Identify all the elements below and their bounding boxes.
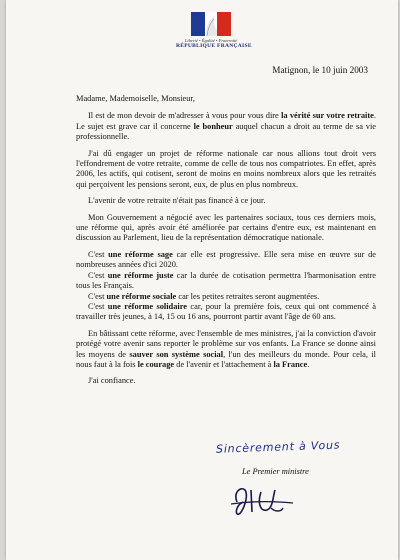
letter-page bbox=[6, 0, 398, 560]
p8-text-c: car, pour la première fois, ceux qui ont commencé à travailler très jeunes, à 14, 15 ou 16 ans, pourront partir avant l'âge de 60 ans. bbox=[76, 301, 376, 322]
letter-body bbox=[76, 94, 376, 393]
paragraph-wise-reform bbox=[76, 250, 376, 271]
p9-text-g: . bbox=[307, 359, 310, 369]
p6-text-a: C'est bbox=[88, 270, 108, 280]
closing-line: J'ai confiance. bbox=[88, 376, 136, 386]
handwritten-closing: Sincèrement à Vous bbox=[215, 438, 341, 456]
paragraph-intro bbox=[76, 111, 376, 142]
p9-text-a: En bâtissant cette réforme, avec l'ensemble de mes ministres, j'ai la conviction d'avoir protégé votre avenir sans reporter le problème sur vos enfants. La France se donne ainsi les moyens de bbox=[76, 328, 376, 359]
paragraph-conclusion bbox=[76, 329, 376, 371]
paragraph-reform-need: J'ai dû engager un projet de réforme nationale car nous allions tout droit vers l'effondrement de votre retraite, comme de celle de tous nos compatriotes. En effet, après 2006, les actifs, qui cotisent, seront de moins en moins nombreux alors que les retraités qui perçoivent les pensions seront, eux, de plus en plus nombreux. bbox=[76, 148, 376, 189]
paragraph-fair-reform bbox=[76, 271, 376, 292]
signature-block bbox=[216, 440, 376, 523]
paragraph-social-reform bbox=[76, 292, 376, 302]
dateline: Matignon, le 10 juin 2003 bbox=[272, 65, 368, 75]
republic-name: RÉPUBLIQUE FRANÇAISE bbox=[176, 43, 252, 49]
p9-bold-courage: le courage bbox=[137, 359, 175, 369]
p1-bold-truth: la vérité sur votre retraite bbox=[281, 111, 374, 121]
marianne-flag-logo bbox=[191, 12, 231, 36]
p8-text-a: C'est bbox=[88, 301, 108, 311]
handwritten-signature bbox=[231, 482, 321, 518]
p1-text-e: auquel chacun a droit au terme de sa vie professionnelle. bbox=[76, 121, 376, 142]
p6-bold: une réforme juste bbox=[107, 270, 174, 280]
p9-bold-social-system: sauver son système social bbox=[129, 349, 224, 359]
p7-bold: une réforme sociale bbox=[106, 291, 177, 301]
paragraph-negotiation: Mon Gouvernement a négocié avec les partenaires sociaux, tous ces derniers mois, une réforme qui, après avoir été améliorée par certains d'entre eux, est maintenant en discussion au Parlement, lieu de la représentation démocratique nationale. bbox=[76, 212, 376, 243]
p1-text-a: Il est de mon devoir de m'adresser à vous pour vous dire bbox=[88, 111, 282, 121]
p5-text-c: car elle est progressive. Elle sera mise en œuvre sur de nombreuses années d'ici 2020. bbox=[76, 249, 376, 270]
p8-bold: une réforme solidaire bbox=[107, 301, 188, 311]
p6-text-c: car la durée de cotisation permettra l'harmonisation entre tous les Français. bbox=[76, 270, 376, 291]
p5-bold: une réforme sage bbox=[108, 249, 173, 259]
p5-text-a: C'est bbox=[88, 249, 109, 259]
p9-text-c: , l'un des meilleurs du monde. Pour cela, il nous faut à la fois bbox=[76, 349, 376, 369]
paragraph-unfunded: L'avenir de votre retraite n'était pas financé à ce jour. bbox=[88, 196, 266, 206]
paragraph-solidarity-reform bbox=[76, 302, 376, 323]
letterhead bbox=[176, 12, 252, 49]
signer-title: Le Premier ministre bbox=[242, 467, 309, 476]
p9-text-e: de l'avenir et l'attachement à bbox=[174, 359, 274, 369]
p1-text-c: . Le sujet est grave car il concerne bbox=[76, 111, 376, 131]
p9-bold-france: la France bbox=[273, 359, 308, 369]
p1-bold-happiness: le bonheur bbox=[193, 121, 233, 131]
republic-motto: Liberté • Égalité • Fraternité bbox=[184, 38, 238, 43]
p7-text-a: C'est bbox=[88, 291, 107, 301]
salutation: Madame, Mademoiselle, Monsieur, bbox=[76, 94, 195, 103]
p7-text-c: car les petites retraites seront augmentées. bbox=[176, 291, 320, 301]
